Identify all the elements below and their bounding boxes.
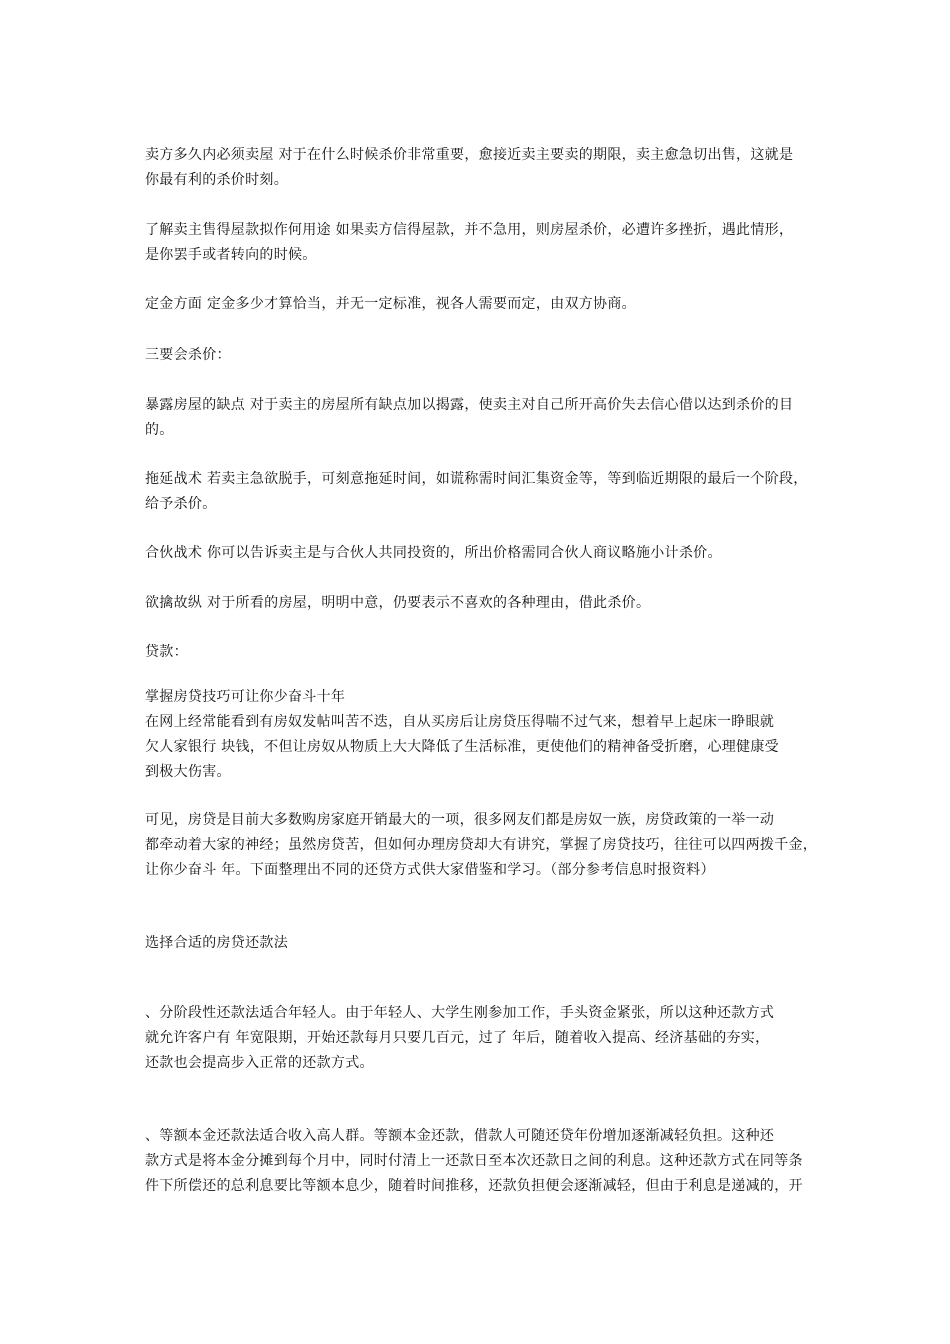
text-line: 了解卖主售得屋款拟作何用途 如果卖方信得屋款，并不急用，则房屋杀价，必遭许多挫折，遇此情形， xyxy=(145,222,794,238)
text-line: 掌握房贷技巧可让你少奋斗十年 xyxy=(145,689,346,705)
text-line: 在网上经常能看到有房奴发帖叫苦不迭，自从买房后让房贷压得喘不过气来，想着早上起床一睁眼就 xyxy=(145,714,775,730)
text-line: 合伙战术 你可以告诉卖主是与合伙人共同投资的，所出价格需同合伙人商议略施小计杀价。 xyxy=(145,545,722,561)
paragraph-partner-tactic xyxy=(145,541,810,566)
paragraph-delay-tactic xyxy=(145,467,810,517)
paragraph-equal-principal xyxy=(145,1124,810,1199)
text-line: 欠人家银行 块钱，不但让房奴从物质上大大降低了生活标准，更使他们的精神备受折磨，心理健康受 xyxy=(145,739,779,755)
paragraph-feign-disinterest xyxy=(145,591,810,616)
text-line: 你最有利的杀价时刻。 xyxy=(145,172,288,188)
paragraph-seller-funds-use xyxy=(145,218,810,268)
paragraph-loan-importance xyxy=(145,808,818,883)
text-line: 就允许客户有 年宽限期，开始还款每月只要几百元，过了 年后，随着收入提高、经济基础的夯实， xyxy=(145,1030,770,1046)
text-line: 欲擒故纵 对于所看的房屋，明明中意，仍要表示不喜欢的各种理由，借此杀价。 xyxy=(145,595,651,611)
text-line: 、分阶段性还款法适合年轻人。由于年轻人、大学生刚参加工作，手头资金紧张，所以这种还款方式 xyxy=(145,1005,775,1021)
text-line: 定金方面 定金多少才算恰当，并无一定标准，视各人需要而定，由双方协商。 xyxy=(145,296,636,312)
section-heading-bargain xyxy=(145,343,810,368)
text-line: 卖方多久内必须卖屋 对于在什么时候杀价非常重要，愈接近卖主要卖的期限，卖主愈急切出售，这就是 xyxy=(145,147,794,163)
paragraph-staged-repayment xyxy=(145,1001,810,1076)
paragraph-loan-intro xyxy=(145,685,810,785)
text-line: 选择合适的房贷还款法 xyxy=(145,935,288,951)
text-line: 都牵动着大家的神经；虽然房贷苦，但如何办理房贷却大有讲究，掌握了房贷技巧，往往可以四两拨千金， xyxy=(145,837,818,853)
paragraph-deposit xyxy=(145,292,810,317)
text-line: 的。 xyxy=(145,422,174,438)
text-line: 还款也会提高步入正常的还款方式。 xyxy=(145,1055,374,1071)
paragraph-seller-deadline xyxy=(145,143,810,193)
text-line: 暴露房屋的缺点 对于卖主的房屋所有缺点加以揭露，使卖主对自己所开高价失去信心借以达到杀价的目 xyxy=(145,397,794,413)
section-heading-repayment xyxy=(145,931,810,956)
section-heading-loans xyxy=(145,640,810,665)
text-line: 款方式是将本金分摊到每个月中，同时付清上一还款日至本次还款日之间的利息。这种还款方式在同等条 xyxy=(145,1153,803,1169)
text-line: 让你少奋斗 年。下面整理出不同的还贷方式供大家借鉴和学习。（部分参考信息时报资料） xyxy=(145,862,715,878)
text-line: 贷款： xyxy=(145,644,188,660)
text-line: 到极大伤害。 xyxy=(145,764,231,780)
text-line: 拖延战术 若卖主急欲脱手，可刻意拖延时间，如谎称需时间汇集资金等，等到临近期限的最后一个阶段， xyxy=(145,471,808,487)
text-line: 可见，房贷是目前大多数购房家庭开销最大的一项，很多网友们都是房奴一族，房贷政策的一举一动 xyxy=(145,812,775,828)
text-line: 三要会杀价： xyxy=(145,347,231,363)
paragraph-expose-flaws xyxy=(145,393,810,443)
text-line: 、等额本金还款法适合收入高人群。等额本金还款，借款人可随还贷年份增加逐渐减轻负担。这种还 xyxy=(145,1128,775,1144)
text-line: 是你罢手或者转向的时候。 xyxy=(145,247,317,263)
text-line: 给予杀价。 xyxy=(145,496,217,512)
text-line: 件下所偿还的总利息要比等额本息少，随着时间推移，还款负担便会逐渐减轻，但由于利息是递减的，开 xyxy=(145,1178,803,1194)
